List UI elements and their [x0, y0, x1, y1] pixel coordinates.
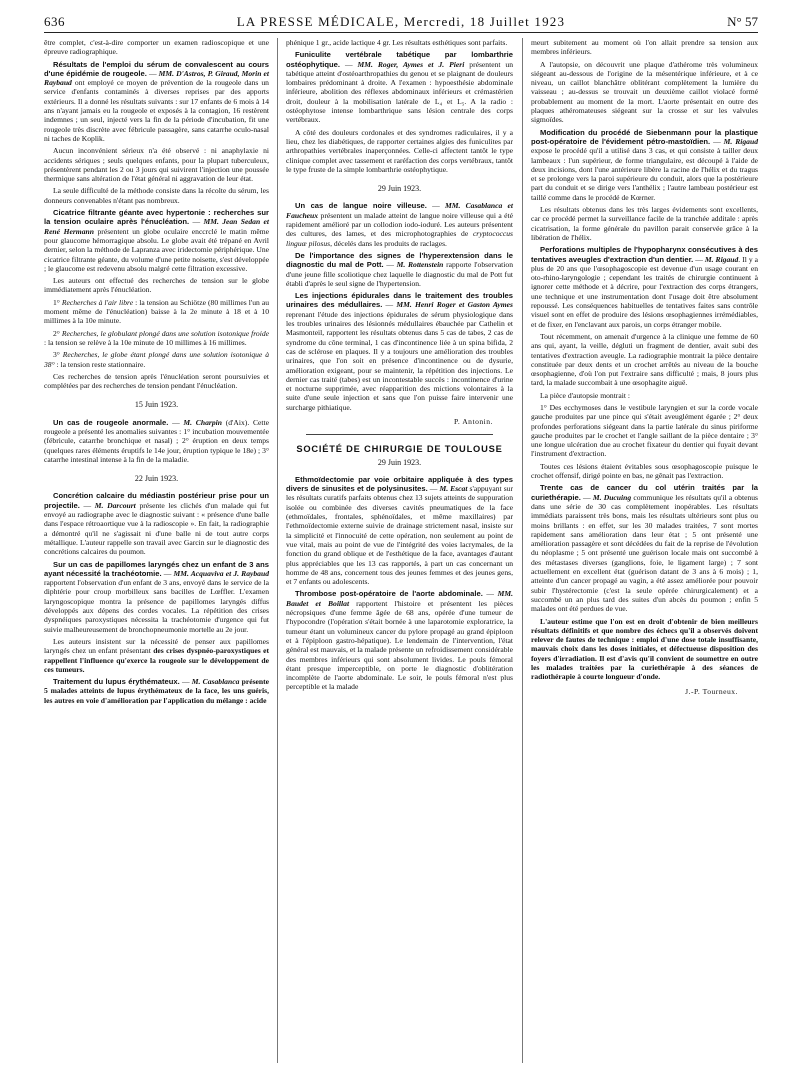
article	[44, 60, 269, 205]
column-rule	[277, 38, 278, 1063]
paragraph: (d'Aix). Cette rougeole a présenté les anomalies suivantes : 1° incubation mouvementée (fébricule, catarrhe bronchique et nasal) ; 2° éruption en deux temps (quelques rares éléments éruptifs le 14e jour, éruption typique le 18e) ; 3° catarrhe intestinal intense à la fin de la maladie.	[44, 417, 269, 464]
paragraph: 2° Recherches, le globulant plongé dans une solution isotonique froide : la tension se relève à la 10e minute de 10 millimes à 16 millimes.	[44, 328, 269, 347]
article	[286, 50, 513, 174]
session-date: 29 Juin 1923.	[377, 184, 422, 194]
paragraph: présente 5 malades atteints de lupus érythémateux de la face, les uns guéris, les autres en voie d'amélioration par l'application du mélange : acide	[44, 677, 270, 705]
article-title: De l'importance des signes de l'hyperextension dans le diagnostic du mal de Pott.	[286, 250, 513, 270]
article	[44, 491, 269, 556]
paragraph: La pièce d'autopsie montrait :	[540, 390, 630, 400]
article-title: Les injections épidurales dans le traitement des troubles urinaires des médullaires.	[286, 291, 513, 310]
signature: J.-P. Tourneux.	[685, 686, 738, 696]
paragraph: être complet, c'est-à-dire comporter un examen radioscopique et une épreuve radiographique.	[44, 38, 269, 57]
article	[531, 483, 758, 681]
article-title: Modification du procédé de Siebenmann pour la plastique post-opératoire de l'évidement pétro-mastoïdien.	[531, 127, 758, 146]
column-rule	[522, 38, 523, 1063]
article-authors: MM. Baudet et Boillat	[286, 589, 513, 608]
column-2	[286, 38, 513, 695]
column-1	[44, 38, 269, 708]
article-heading: Thrombose post-opératoire de l'aorte abdominale. — MM. Baudet et Boillat rapportent l'histoire et présentent les pièces nécropsiques d'une femme âgée de 68 ans, opérée d'une tumeur de l'hypocondre (l'opération s'était bornée à une laparotomie exploratrice, la tumeur étant un volumineux cancer du pylore propagé au grand épiploon et à l'épiploon gastro-hépatique). Le lendemain de l'intervention, l'état général est mauvais, et la malade présente un refroidissement considérable des membres inférieurs qui sont absolument livides. Le pouls fémoral étant presque imperceptible, on porte le diagnostic d'oblitération incomplète de l'aorte abdominale. Le soir, le pouls fémoral n'est plus perceptible et la malade	[286, 589, 513, 692]
article-authors: M. Ducuing	[592, 492, 632, 502]
article-heading: De l'importance des signes de l'hyperextension dans le diagnostic du mal de Pott. — M. Rottenstein rapporte l'observation d'une jeune fille scoliotique chez laquelle le diagnostic du mal de Pott fut établi d'après le seul signe de l'hypertension.	[286, 250, 513, 288]
article-heading: Perforations multiples de l'hypopharynx consécutives à des tentatives aveugles d'extraction d'un dentier. — M. Rigaud. Il y a plus de 20 ans que l'œsophagoscopie est devenue d'un usage courant en oto-rhino-laryngologie ; cependant les traités de chirurgie continuent à ignorer cette méthode et à décrire, pour l'extraction des corps étrangers, une technique et une instrumentation dont l'usage doit être absolument repoussé. Les conséquences habituelles de tentatives faites sans contrôle visuel sont en effet de produire des lésions œsophagiennes irrémédiables, et de fixer, en l'enclavant aux parois, un corps étranger mobile.	[531, 245, 759, 329]
article	[44, 677, 269, 705]
article-authors: M. Darcourt	[94, 500, 136, 510]
article	[531, 128, 758, 243]
article-authors: MM. Jean Sedan et René Hermann	[44, 217, 269, 236]
paragraph: 3° Recherches, le globe étant plongé dans une solution isotonique à 38° : la tension reste stationnaire.	[44, 350, 269, 369]
article	[286, 291, 513, 412]
article-authors: M. Rigaud	[704, 254, 739, 264]
article-heading: Trente cas de cancer du col utérin traités par la curiethérapie. — M. Ducuing communique les résultats qu'il a obtenus dans une série de 30 cas complètement inopérables. Les résultats immédiats paraissent très bons, mais les résultats ultérieurs sont plus ou moins brillants : en effet, sur les 30 malades traitées, 7 sont mortes rapidement sans amélioration dans leur état ; 5 ont présenté une amélioration passagère et sont décédées du fait de la reprise de l'évolution du néoplasme ; 5 ont présenté une guérison locale mais ont succombé à des métastases diverses (ganglions, foie, le ligament large) ; 7 sont actuellement en excellent état (guérison datant de 3 ans à 6 mois) ; 1, atteinte d'un cancer propagé au vagin, a été assez améliorée pour pouvoir subir l'hystérectomie (c'est la seule opérée chirurgicalement) et a succombé un an plus tard des suites d'un abcès du poumon ; enfin 5 malades ont été perdues de vue.	[531, 483, 758, 614]
article	[44, 208, 269, 390]
paragraph: ont employé ce moyen de prévention de la rougeole dans un service d'enfants contaminés à diverses reprises par des apports extérieurs. Il a donné les résultats suivants : sur 17 enfants de 6 mois à 14 ans n'ayant jamais eu la rougeole et exposés à la contagion, 16 restèrent indemnes ; un seul, injecté vers la fin de la période d'incubation, fit une rougeole très discrète avec fébricule passagère, sans catarrhe oculo-nasal ni taches de Koplik.	[44, 78, 269, 143]
article-heading: Un cas de rougeole anormale. — M. Charpin (d'Aix). Cette rougeole a présenté les anomalies suivantes : 1° incubation mouvementée (fébricule, catarrhe bronchique et nasal) ; 2° éruption en deux temps (quelques rares éléments éruptifs le 14e jour, éruption typique le 18e) ; 3° catarrhe intestinal intense à la fin de la maladie.	[44, 417, 269, 464]
column-3	[531, 38, 758, 699]
article	[286, 201, 513, 247]
paragraph: reprenant l'étude des injections épidurales de sérum physiologique dans les troubles urinaires des lésionnés médullaires ébauchée par Cathelin et Masmonteil, rapportent les résultats obtenus dans 5 cas de tabes, 2 cas de syndrome du cône terminal, 1 cas d'incontinence liée à un spina bifida, 2 cas de sclérose en plaques. Il y a toujours une amélioration des troubles urinaires, que l'on soit en présence d'incontinence ou de dysurie, amélioration exigeant, pour se maintenir, la répétition des injections. Le dernier cas traité (tabes) est un incontestable succès : incontinence d'urine et nocturne supprimée, avec réapparition des mictions volontaires à la suite d'une seule injection et sans que l'on puisse faire intervenir une surcharge pithiatique.	[286, 309, 513, 412]
paragraph: Les auteurs ont effectué des recherches de tension sur le globe immédiatement après l'énucléation.	[44, 276, 269, 295]
paragraph: expose le procédé qu'il a utilisé dans 3 cas, et qui consiste à tailler deux lambeaux : l'un supérieur, de forme triangulaire, est découpé à l'aide de deux incisions, dont l'une antérieure libère la racine de l'hélix et du tragus et se prolonge vers la paroi supérieure du conduit, alors que la postérieure part du conduit et se dirige vers l'anthélix ; l'autre lambeau postérieur est taillé comme dans le procédé de Kœrner.	[531, 146, 758, 202]
paragraph: Toutes ces lésions étaient évitables sous œsophagoscopie puisque le crochet offensif, dirigé pointe en bas, ne gênait pas l'extraction.	[531, 461, 758, 481]
article-heading: Modification du procédé de Siebenmann pour la plastique post-opératoire de l'évidement pétro-mastoïdien. — M. Rigaud expose le procédé qu'il a utilisé dans 3 cas, et qui consiste à tailler deux lambeaux : l'un supérieur, de forme triangulaire, est découpé à l'aide de deux incisions, dont l'une antérieure libère la racine de l'hélix et du tragus et se prolonge vers la paroi supérieure du conduit, alors que la postérieure part du conduit et se dirige vers l'anthélix ; l'autre lambeau postérieur est taillé comme dans le procédé de Kœrner.	[531, 127, 758, 202]
signature: P. Antonin.	[453, 416, 493, 426]
section-divider	[306, 434, 493, 435]
paragraph: A l'autopsie, on découvrit une plaque d'athérome très volumineux siégeant au-dessous de l'origine de la mésentérique inférieure, et à ce niveau, un caillot blanchâtre oblitérant complètement la lumière du vaisseau ; au-dessus se trouvait un deuxième caillot violacé formé probablement au moment de la mort. L'aorte présentait en outre des plaques athéromateuses siégeant sur la crosse et sur les valvules sigmoïdes.	[531, 59, 758, 125]
article-title: Un cas de rougeole anormale.	[53, 417, 169, 427]
session-date: 29 Juin 1923.	[377, 457, 422, 467]
article-title: Trente cas de cancer du col utérin traités par la curiethérapie.	[531, 483, 758, 502]
paragraph: L'auteur estime que l'on est en droit d'obtenir de bien meilleurs résultats définitifs et que nombre des échecs qu'il a observés doivent relever de fautes de technique : emploi d'une dose totale insuffisante, mauvais choix dans les doses initiales, et défectueuse disposition des foyers d'irradiation. Il est d'avis qu'il convient de soumettre en outre les malades traitées par la curiethérapie à des séances de radiothérapie à courte longueur d'onde.	[531, 616, 758, 682]
article-heading: Résultats de l'emploi du sérum de convalescent au cours d'une épidémie de rougeole. — MM. D'Astros, P. Giraud, Morin et Raybaud ont employé ce moyen de prévention de la rougeole dans un service d'enfants contaminés à diverses reprises par des apports extérieurs. Il a donné les résultats suivants : sur 17 enfants de 6 mois à 14 ans n'ayant jamais eu la rougeole et exposés à la contagion, 16 restèrent indemnes ; un seul, injecté vers la fin de la période d'incubation, fit une rougeole très discrète avec fébricule passagère, sans catarrhe oculo-nasal ni taches de Koplik.	[44, 59, 270, 143]
article-authors: M. Rigaud	[723, 136, 758, 146]
article-title: Sur un cas de papillomes laryngés chez un enfant de 3 ans ayant nécessité la trachéotomie.	[44, 559, 269, 578]
article-authors: MM. Henri Roger et Gaston Aymes	[396, 300, 514, 310]
journal-title: LA PRESSE MÉDICALE, Mercredi, 18 Juillet 1923	[236, 14, 566, 29]
article-title: Ethmoïdectomie par voie orbitaire appliquée à des types divers de sinusites et de polysinusites.	[286, 474, 513, 494]
article	[286, 251, 513, 288]
article	[286, 589, 513, 691]
paragraph: rapportent l'histoire et présentent les pièces nécropsiques d'une femme âgée de 68 ans, opérée d'une tumeur de l'hypocondre (l'opération s'était bornée à une laparotomie exploratrice, la tumeur étant un volumineux cancer du pylore propagé au grand épiploon et à l'épiploon gastro-hépatique). Le lendemain de l'intervention, l'état général est mauvais, et la malade présente un refroidissement considérable des membres inférieurs qui sont absolument livides. Le pouls fémoral étant presque imperceptible, on porte le diagnostic d'oblitération incomplète de l'aorte abdominale. Le soir, le pouls fémoral n'est plus perceptible et la malade	[286, 598, 513, 692]
society-heading: SOCIÉTÉ DE CHIRURGIE DE TOULOUSE	[296, 444, 503, 455]
article	[286, 475, 513, 587]
page-number: 636	[44, 14, 65, 29]
paragraph: rapporte l'observation d'une jeune fille scoliotique chez laquelle le diagnostic du mal de Pott fut établi d'après le seul signe de l'hypertension.	[286, 260, 513, 288]
paragraph: 1° Recherches à l'air libre : la tension au Schiötze (80 millimes l'un au moment même de l'énucléation) baisse à la 2e minute à 18 et à 10 millimes à la 10e minute.	[44, 297, 269, 326]
paragraph: Les résultats obtenus dans les très larges évidements sont excellents, car ce procédé permet la surveillance facile de la tranchée additale : après cicatrisation, la forme générale du pavillon parait conservée grâce à la libération de l'hélix.	[531, 205, 758, 242]
session-date: 22 Juin 1923.	[134, 474, 179, 484]
paragraph: phénique 1 gr., acide lactique 4 gr. Les résultats esthétiques sont parfaits.	[286, 38, 508, 47]
article-title: Thrombose post-opératoire de l'aorte abdominale.	[295, 589, 483, 599]
article-title: Concrétion calcaire du médiastin postérieur prise pour un projectile.	[44, 491, 269, 510]
article-authors: MM. Roger, Aymes et J. Pieri	[357, 59, 465, 69]
article-title: Résultats de l'emploi du sérum de convalescent au cours d'une épidémie de rougeole.	[44, 59, 269, 78]
paragraph: 1° Des ecchymoses dans le vestibule laryngien et sur la corde vocale gauche produites par une pince qui s'était aveuglément égarée ; 2° deux profondes perforations siégeant dans la partie latérale du sinus piriforme gauche produites par le crochet et l'angle saillant de la pièce dentaire ; 3° une longue ulcération due au crochet fixateur du dentier qui fuyait devant l'instrument d'extraction.	[531, 402, 758, 459]
article	[531, 245, 758, 480]
article-heading: Sur un cas de papillomes laryngés chez un enfant de 3 ans ayant nécessité la trachéotomie. — MM. Acquaviva et J. Raybaud rapportent l'observation d'un enfant de 3 ans, envoyé dans le service de la diphtérie pour croup morbilleux sans bacilles de Lœffler. L'examen laryngoscopique montra la présence de papillomes laryngés diffus développés aux dépens des cordes vocales. La répétition des crises dyspnéiques paroxystiques nécessita la trachéotomie d'urgence qui fut suivie malheureusement de bronchopneumonie mortelle au 2e jour.	[44, 559, 269, 634]
paragraph: Ces recherches de tension après l'énucléation seront poursuivies et complétées par des recherches de tension pendant l'énucléation.	[44, 371, 269, 391]
article-heading: Ethmoïdectomie par voie orbitaire appliquée à des types divers de sinusites et de polysinusites. — M. Escat s'appuyant sur les résultats curatifs parfaits obtenus chez 13 sujets atteints de suppuration isolée ou combinée des diverses cavités pneumatiques de la face (ethmoïdales, frontales, sphénoïdales, et même maxillaires) par l'ethmoïdectomie externe suivie de drainage strictement nasal, insiste sur la simplicité et l'innocuité de cette opération, non seulement au point de vue vital, mais au point de vue de l'intégrité des voies lacrymales, de la fonction du grand oblique et de l'esthétique de la face, avantages d'autant plus appréciables que les 13 cas rapportés, à part un cas concernant un homme de 48 ans, concernent tous des jeunes femmes et des jeunes gens, et 7 enfants ou adolescents.	[286, 474, 513, 587]
paragraph: présentent un globe oculaire enccrclé le matin même pour glaucome hémorragique absolu. Le globe avait été trépané en Avril dernier, selon la méthode de Lapranza avec iridectomie périphérique. Une cicatrice filtrante géante, du volume d'une petite noisette, s'est développée ; le glaucome est redevenu absolu malgré cette filtration excessive.	[44, 226, 270, 273]
article-authors: MM. Casablanca et Faucheux	[286, 201, 514, 220]
article-title: Un cas de langue noire villeuse.	[295, 201, 427, 211]
paragraph: La seule difficulté de la méthode consiste dans la récolte du sérum, les donneurs convenables n'étant pas nombreux.	[44, 186, 269, 205]
article-heading: Cicatrice filtrante géante avec hypertonie : recherches sur la tension oculaire après l'énucléation. — MM. Jean Sedan et René Hermann présentent un globe oculaire enccrclé le matin même pour glaucome hémorragique absolu. Le globe avait été trépané en Avril dernier, selon la méthode de Lapranza avec iridectomie périphérique. Une cicatrice filtrante géante, du volume d'une petite noisette, s'est développée ; le glaucome est redevenu absolu malgré cette filtration excessive.	[44, 208, 270, 273]
article-title: Perforations multiples de l'hypopharynx consécutives à des tentatives aveugles d'extraction d'un dentier.	[531, 245, 758, 264]
paragraph: communique les résultats qu'il a obtenus dans une série de 30 cas complètement inopérables. Les résultats immédiats paraissent très bons, mais les résultats ultérieurs sont plus ou moins brillants : en effet, sur les 30 malades traitées, 7 sont mortes rapidement sans amélioration dans leur état ; 5 ont présenté une amélioration passagère et sont décédées du fait de la reprise de l'évolution du néoplasme ; 5 ont présenté une guérison locale mais ont succombé à des métastases diverses (ganglions, foie, le ligament large) ; 7 sont actuellement en excellent état (guérison datant de 3 ans à 6 mois) ; 1, atteinte d'un cancer propagé au vagin, a été assez améliorée pour pouvoir subir l'hystérectomie (c'est la seule opérée chirurgicalement) et a succombé un an plus tard des suites d'un abcès du poumon ; enfin 5 malades ont été perdues de vue.	[531, 492, 758, 614]
article-heading: Concrétion calcaire du médiastin postérieur prise pour un projectile. — M. Darcourt présente les clichés d'un malade qui fut envoyé au radiographe avec le diagnostic suivant : « présence d'une balle dans l'espace rétroaortique vue à la radioscopie ». En fait, la radiographie a démontré qu'il ne s'agissait ni d'une balle ni de tout autre corps métallique. L'auteur rappelle son travail avec Garcin sur le diagnostic des concrétions calcaires du poumon.	[44, 491, 269, 557]
paragraph: s'appuyant sur les résultats curatifs parfaits obtenus chez 13 sujets atteints de suppuration isolée ou combinée des diverses cavités pneumatiques de la face (ethmoïdales, frontales, sphénoïdales, et même maxillaires) par l'ethmoïdectomie externe suivie de drainage strictement nasal, insiste sur la simplicité et l'innocuité de cette opération, non seulement au point de vue vital, mais au point de vue de l'intégrité des voies lacrymales, de la fonction du grand oblique et de l'esthétique de la face, avantages d'autant plus appréciables que les 13 cas rapportés, à part un cas concernant un homme de 48 ans, concernent tous des jeunes femmes et des jeunes gens, et 7 enfants ou adolescents.	[286, 484, 513, 587]
paragraph: Les auteurs insistent sur la nécessité de penser aux papillomes laryngés chez un enfant présentant des crises dyspnéo-paroxystiques et rappellent l'influence qu'exerce la rougeole sur le développement de ces tumeurs.	[44, 636, 269, 674]
paragraph: A côté des douleurs cordonales et des syndromes radiculaires, il y a lieu, chez les diabétiques, de rapporter certaines algies des funiculites par arthropathies vertébrales inaperçonnées. Celle-ci affectent tantôt le type clinique complet avec tassement et raréfaction des corps vertébraux, tantôt le type fruste de la simple lombarthrie ostéophytique.	[286, 127, 513, 174]
article-authors: M. Casablanca	[191, 677, 240, 687]
article-authors: M. Escat	[439, 484, 468, 494]
article-heading: Traitement du lupus érythémateux. — M. Casablanca présente 5 malades atteints de lupus érythémateux de la face, les uns guéris, les autres en voie d'amélioration par l'application du mélange : acide	[44, 677, 270, 705]
session-date: 15 Juin 1923.	[134, 400, 179, 410]
article-title: Traitement du lupus érythémateux.	[53, 677, 180, 687]
article-authors: M. Charpin	[183, 417, 222, 427]
article-title: Cicatrice filtrante géante avec hypertonie : recherches sur la tension oculaire après l'énucléation.	[44, 208, 269, 227]
article-heading: Funiculite vertébrale tabétique par lombarthrie ostéophytique. — MM. Roger, Aymes et J. Pieri présentent un tabétique atteint d'ostéoarthropathies du genou et se plaignant de douleurs lombaires prédominant à droite. A l'examen : hypoesthésie abdominale inférieure, abolition des réflexes abdominaux inférieurs et crémastérien droit, douleur à la mobilisation latérale de L₄ et L₅. A la radio : ostéophytose intense lombarthrique sans lésion centrale des corps vertébraux.	[286, 50, 514, 125]
paragraph: Il y a plus de 20 ans que l'œsophagoscopie est devenue d'un usage courant en oto-rhino-laryngologie ; cependant les traités de chirurgie continuent à ignorer cette méthode et à décrire, pour l'extraction des corps étrangers, une technique et une instrumentation dont l'usage doit être absolument repoussé. Les conséquences habituelles de tentatives faites sans contrôle visuel sont en effet de produire des lésions œsophagiennes irrémédiables, et de fixer, en l'enclavant aux parois, un corps étranger mobile.	[531, 254, 759, 329]
article-heading: Les injections épidurales dans le traitement des troubles urinaires des médullaires. — MM. Henri Roger et Gaston Aymes reprenant l'étude des injections épidurales de sérum physiologique dans les troubles urinaires des lésionnés médullaires ébauchée par Cathelin et Masmonteil, rapportent les résultats obtenus dans 5 cas de tabes, 2 cas de syndrome du cône terminal, 1 cas d'incontinence liée à un spina bifida, 2 cas de sclérose en plaques. Il y a toujours une amélioration des troubles urinaires, que l'on soit en présence d'incontinence ou de dysurie, amélioration exigeant, pour se maintenir, la répétition des injections. Le dernier cas traité (tabes) est un incontestable succès : incontinence d'urine et nocturne supprimée, avec réapparition des mictions volontaires à la suite d'une seule injection et sans que l'on puisse faire intervenir une surcharge pithiatique.	[286, 291, 514, 412]
paragraph: Tout récemment, on amenait d'urgence à la clinique une femme de 60 ans qui, ayant, la veille, dégluti un fragment de dentier, avait subi des tentatives d'extraction aveugle. La radiographie montrait la pièce dentaire constituée par deux dents et un crochet arrêtés au niveau de la bouche œsophagienne, d'où l'on put l'extraire sans difficulté ; mais, 8 jours plus tard, la malade succombait à une œsophagite aiguë.	[531, 331, 758, 388]
article	[44, 418, 269, 464]
paragraph: Aucun inconvénient sérieux n'a été observé : ni anaphylaxie ni accidents sériques ; seuls quelques enfants, pour la plupart tuberculeux, présentèrent pendant les 2 ou 3 jours qui suivirent l'injection une poussée thermique sans altération de l'état général ni aggravation de leur état.	[44, 146, 269, 184]
article	[44, 560, 269, 675]
paragraph: présentent un tabétique atteint d'ostéoarthropathies du genou et se plaignant de douleurs lombaires prédominant à droite. A l'examen : hypoesthésie abdominale inférieure, abolition des réflexes abdominaux inférieurs et crémastérien droit, douleur à la mobilisation latérale de L₄ et L₅. A la radio : ostéophytose intense lombarthrique sans lésion centrale des corps vertébraux.	[286, 59, 514, 125]
article-authors: MM. Acquaviva et J. Raybaud	[173, 568, 269, 578]
paragraph: meurt subitement au moment où l'on allait prendre sa tension aux membres inférieurs.	[531, 38, 758, 57]
article-title: Funiculite vertébrale tabétique par lombarthrie ostéophytique.	[286, 50, 513, 69]
issue-number: N° 57	[727, 14, 758, 29]
article-authors: MM. D'Astros, P. Giraud, Morin et Raybaud	[44, 68, 270, 88]
article-authors: M. Rottenstein	[396, 260, 444, 270]
paragraph: rapportent l'observation d'un enfant de 3 ans, envoyé dans le service de la diphtérie pour croup morbilleux sans bacilles de Lœffler. L'examen laryngoscopique montra la présence de papillomes laryngés diffus développés aux dépens des cordes vocales. La répétition des crises dyspnéiques paroxystiques nécessita la trachéotomie d'urgence qui fut suivie malheureusement de bronchopneumonie mortelle au 2e jour.	[44, 578, 269, 634]
page-header	[44, 12, 758, 33]
article-heading: Un cas de langue noire villeuse. — MM. Casablanca et Faucheux présentent un malade atteint de langue noire villeuse qui a été rapidement amélioré par un collodion iodo-ioduré. Les auteurs présentent des cultures, des lames, et des microphotographies de cryptococcus linguæ pilosus, décelés dans les produits de raclages.	[286, 201, 514, 248]
paragraph: présente les clichés d'un malade qui fut envoyé au radiographe avec le diagnostic suivant : « présence d'une balle dans l'espace rétroaortique vue à la radioscopie ». En fait, la radiographie a démontré qu'il ne s'agissait ni d'une balle ni de tout autre corps métallique. L'auteur rappelle son travail avec Garcin sur le diagnostic des concrétions calcaires du poumon.	[44, 500, 269, 557]
